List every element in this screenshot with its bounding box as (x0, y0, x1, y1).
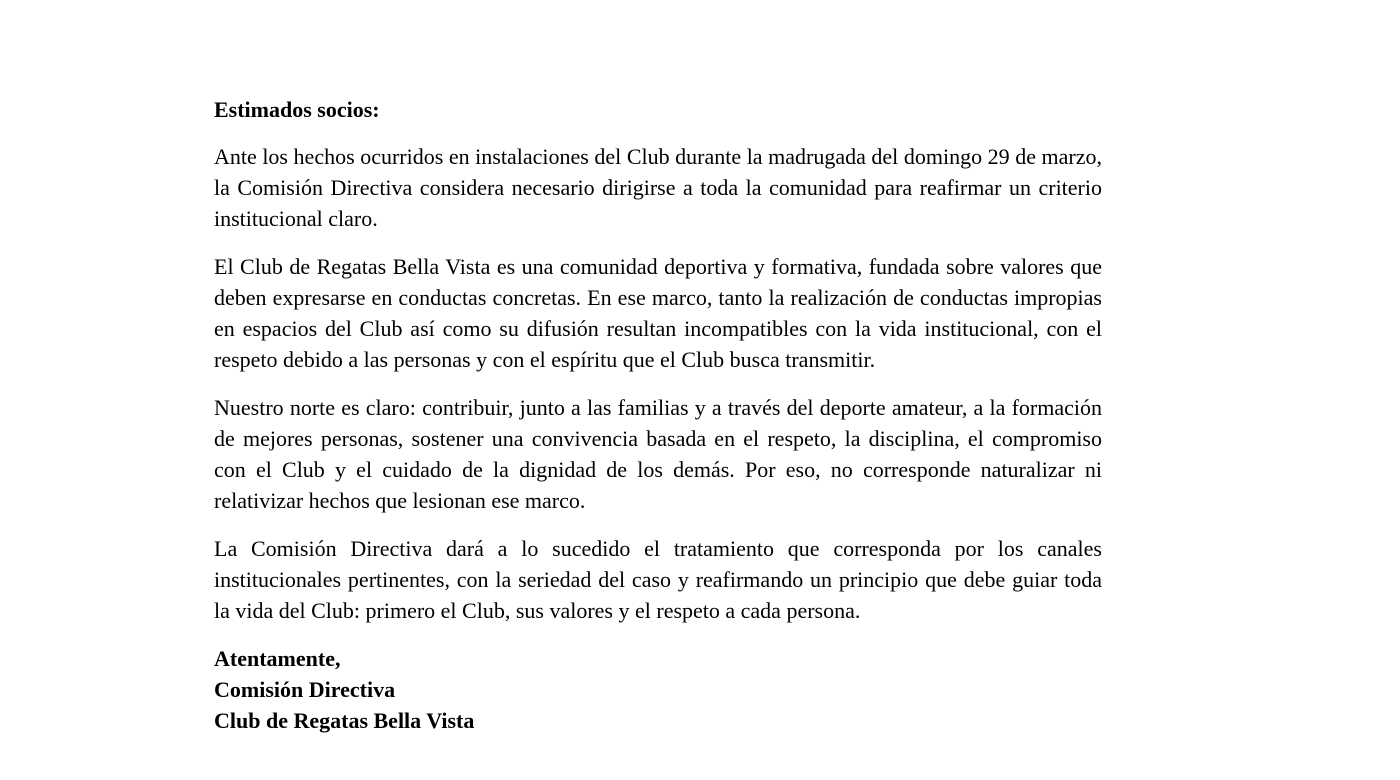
letter-paragraph-3: Nuestro norte es claro: contribuir, junto a las familias y a través del deporte amateur, a la formación de mejores personas, sostener una convivencia basada en el respeto, la disciplina, el compromiso con el Club y el cuidado de la dignidad de los demás. Por eso, no corresponde naturalizar ni relativizar hechos que lesionan ese marco. (214, 395, 1102, 513)
letter-signature (214, 643, 1102, 736)
letter-closing: Atentamente, (214, 646, 341, 671)
letter-greeting: Estimados socios: (214, 97, 380, 122)
letter-paragraph-2: El Club de Regatas Bella Vista es una comunidad deportiva y formativa, fundada sobre valores que deben expresarse en conductas concretas. En ese marco, tanto la realización de conductas impropias en espacios del Club así como su difusión resultan incompatibles con la vida institucional, con el respeto debido a las personas y con el espíritu que el Club busca transmitir. (214, 254, 1102, 372)
letter-signatory: Comisión Directiva (214, 677, 396, 702)
letter-paragraph-1: Ante los hechos ocurridos en instalaciones del Club durante la madrugada del domingo 29 de marzo, la Comisión Directiva considera necesario dirigirse a toda la comunidad para reafirmar un criterio institucional claro. (214, 144, 1102, 231)
letter-document (214, 94, 1102, 736)
letter-organization: Club de Regatas Bella Vista (214, 708, 475, 733)
letter-paragraph-4: La Comisión Directiva dará a lo sucedido el tratamiento que corresponda por los canales institucionales pertinentes, con la seriedad del caso y reafirmando un principio que debe guiar toda la vida del Club: primero el Club, sus valores y el respeto a cada persona. (214, 536, 1102, 623)
